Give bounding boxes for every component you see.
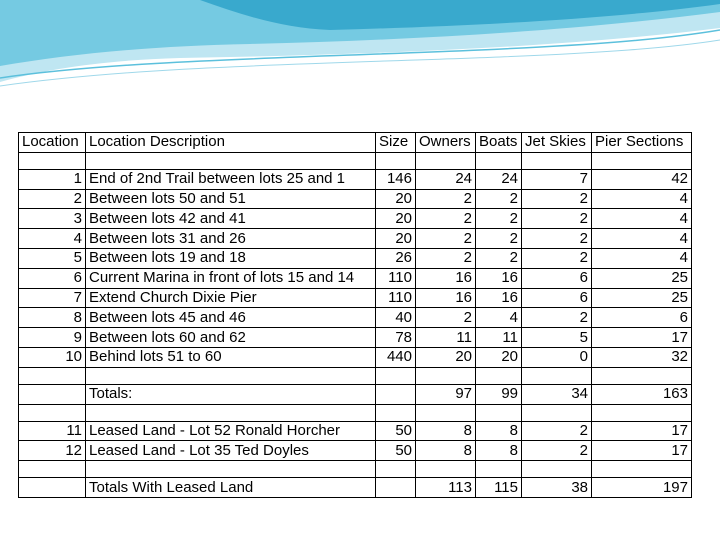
cell-jet-skies: 2 <box>522 209 592 229</box>
cell-description: Current Marina in front of lots 15 and 14 <box>86 268 376 288</box>
cell-pier-sections: 42 <box>592 169 692 189</box>
cell-size: 110 <box>376 288 416 308</box>
total-leased-jet-skies: 38 <box>522 478 592 498</box>
cell-size: 20 <box>376 189 416 209</box>
table-row <box>19 328 692 348</box>
cell-boats: 8 <box>476 441 522 461</box>
cell-pier-sections: 17 <box>592 441 692 461</box>
cell-description: Between lots 50 and 51 <box>86 189 376 209</box>
spacer-row <box>19 461 692 478</box>
slide-header-swoosh <box>0 0 720 110</box>
col-boats: Boats <box>476 133 522 153</box>
cell-jet-skies: 7 <box>522 169 592 189</box>
total-owners: 97 <box>416 384 476 404</box>
cell-boats: 8 <box>476 421 522 441</box>
cell-pier-sections: 17 <box>592 421 692 441</box>
cell-pier-sections: 25 <box>592 288 692 308</box>
cell-location: 11 <box>19 421 86 441</box>
cell-location: 8 <box>19 308 86 328</box>
table-row <box>19 209 692 229</box>
cell-size: 50 <box>376 441 416 461</box>
totals-label: Totals: <box>86 384 376 404</box>
cell-description: Between lots 60 and 62 <box>86 328 376 348</box>
cell-location: 4 <box>19 229 86 249</box>
cell-description: End of 2nd Trail between lots 25 and 1 <box>86 169 376 189</box>
total-leased-pier-sections: 197 <box>592 478 692 498</box>
col-pier-sections: Pier Sections <box>592 133 692 153</box>
cell-location: 10 <box>19 347 86 367</box>
total-jet-skies: 34 <box>522 384 592 404</box>
cell-boats: 11 <box>476 328 522 348</box>
cell-boats: 24 <box>476 169 522 189</box>
cell-location: 5 <box>19 248 86 268</box>
cell-description: Behind lots 51 to 60 <box>86 347 376 367</box>
cell-pier-sections: 17 <box>592 328 692 348</box>
cell-owners: 2 <box>416 248 476 268</box>
cell-description: Between lots 19 and 18 <box>86 248 376 268</box>
cell-pier-sections: 4 <box>592 229 692 249</box>
cell-pier-sections: 4 <box>592 189 692 209</box>
cell-jet-skies: 2 <box>522 441 592 461</box>
cell-owners: 20 <box>416 347 476 367</box>
table-row <box>19 169 692 189</box>
col-jet-skies: Jet Skies <box>522 133 592 153</box>
cell-pier-sections: 6 <box>592 308 692 328</box>
cell-description: Extend Church Dixie Pier <box>86 288 376 308</box>
cell-jet-skies: 5 <box>522 328 592 348</box>
cell-boats: 2 <box>476 248 522 268</box>
cell-jet-skies: 0 <box>522 347 592 367</box>
cell-size: 26 <box>376 248 416 268</box>
col-owners: Owners <box>416 133 476 153</box>
total-boats: 99 <box>476 384 522 404</box>
cell-jet-skies: 2 <box>522 308 592 328</box>
totals-leased-label: Totals With Leased Land <box>86 478 376 498</box>
cell-owners: 2 <box>416 308 476 328</box>
total-leased-owners: 113 <box>416 478 476 498</box>
cell-size: 20 <box>376 229 416 249</box>
table-row <box>19 189 692 209</box>
cell-boats: 2 <box>476 229 522 249</box>
cell-owners: 16 <box>416 268 476 288</box>
cell-size: 146 <box>376 169 416 189</box>
cell-jet-skies: 6 <box>522 288 592 308</box>
spacer-row <box>19 367 692 384</box>
cell-boats: 2 <box>476 189 522 209</box>
cell-size: 40 <box>376 308 416 328</box>
cell-owners: 8 <box>416 441 476 461</box>
cell-size: 110 <box>376 268 416 288</box>
table-row <box>19 229 692 249</box>
cell-description: Leased Land - Lot 52 Ronald Horcher <box>86 421 376 441</box>
cell-jet-skies: 2 <box>522 421 592 441</box>
cell-boats: 16 <box>476 268 522 288</box>
cell-description: Between lots 42 and 41 <box>86 209 376 229</box>
cell-owners: 2 <box>416 209 476 229</box>
col-size: Size <box>376 133 416 153</box>
cell-owners: 24 <box>416 169 476 189</box>
cell-description: Between lots 45 and 46 <box>86 308 376 328</box>
table-row <box>19 441 692 461</box>
table-row <box>19 248 692 268</box>
cell-size: 20 <box>376 209 416 229</box>
spacer-row <box>19 152 692 169</box>
cell-boats: 4 <box>476 308 522 328</box>
cell-location: 3 <box>19 209 86 229</box>
cell-location: 6 <box>19 268 86 288</box>
cell-size: 50 <box>376 421 416 441</box>
total-pier-sections: 163 <box>592 384 692 404</box>
cell-location: 9 <box>19 328 86 348</box>
cell-owners: 8 <box>416 421 476 441</box>
cell-jet-skies: 2 <box>522 189 592 209</box>
header-row <box>19 133 692 153</box>
cell-boats: 20 <box>476 347 522 367</box>
table-row <box>19 288 692 308</box>
cell-boats: 16 <box>476 288 522 308</box>
table-row <box>19 308 692 328</box>
cell-owners: 2 <box>416 229 476 249</box>
totals-row <box>19 384 692 404</box>
table-row <box>19 421 692 441</box>
cell-owners: 2 <box>416 189 476 209</box>
cell-jet-skies: 2 <box>522 229 592 249</box>
cell-location: 1 <box>19 169 86 189</box>
cell-boats: 2 <box>476 209 522 229</box>
cell-pier-sections: 32 <box>592 347 692 367</box>
cell-owners: 11 <box>416 328 476 348</box>
cell-location: 7 <box>19 288 86 308</box>
marina-locations-table <box>18 132 692 498</box>
cell-location: 12 <box>19 441 86 461</box>
cell-size: 440 <box>376 347 416 367</box>
cell-pier-sections: 4 <box>592 248 692 268</box>
totals-leased-row <box>19 478 692 498</box>
cell-size: 78 <box>376 328 416 348</box>
cell-jet-skies: 2 <box>522 248 592 268</box>
cell-owners: 16 <box>416 288 476 308</box>
table-row <box>19 347 692 367</box>
col-location: Location <box>19 133 86 153</box>
spacer-row <box>19 404 692 421</box>
cell-description: Between lots 31 and 26 <box>86 229 376 249</box>
cell-pier-sections: 4 <box>592 209 692 229</box>
cell-jet-skies: 6 <box>522 268 592 288</box>
cell-location: 2 <box>19 189 86 209</box>
cell-description: Leased Land - Lot 35 Ted Doyles <box>86 441 376 461</box>
col-description: Location Description <box>86 133 376 153</box>
total-leased-boats: 115 <box>476 478 522 498</box>
cell-pier-sections: 25 <box>592 268 692 288</box>
table-row <box>19 268 692 288</box>
